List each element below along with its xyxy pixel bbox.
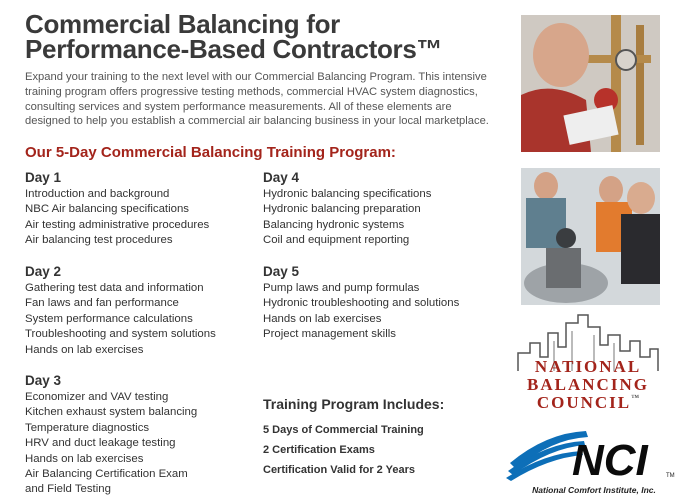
page-title [25, 9, 505, 64]
day-item: Coil and equipment reporting [263, 234, 410, 247]
technician-photo [521, 15, 660, 152]
day-3-block [25, 372, 197, 498]
nbc-line-2: BALANCING [527, 375, 649, 394]
nbc-line-1: NATIONAL [534, 357, 642, 376]
group-training-photo-art [521, 168, 660, 305]
day-item: Hands on lab exercises [25, 343, 144, 356]
day-item: Air testing administrative procedures [25, 218, 210, 231]
nci-letters: NCI [572, 436, 648, 483]
day-2-block [25, 263, 216, 358]
intro-paragraph: Expand your training to the next level with our Commercial Balancing Program. This intensive training program offers progressive testing methods, commercial HVAC system diagnostics, consulting services and system performance measurements. All of these elements are designed to help you establish a commercial air balancing business in your local marketplace. [25, 71, 489, 128]
day-5-block [263, 263, 459, 343]
nci-logo [506, 423, 682, 495]
day-4-block [263, 169, 431, 249]
title-line-1: Commercial Balancing for [25, 9, 340, 39]
day-item: and Field Testing [25, 483, 111, 496]
day-item: Kitchen exhaust system balancing [25, 406, 198, 419]
day-item: HRV and duct leakage testing [25, 437, 176, 450]
program-heading: Our 5-Day Commercial Balancing Training Program: [25, 144, 396, 161]
group-training-photo [521, 168, 660, 305]
nci-caption: National Comfort Institute, Inc. [532, 485, 656, 495]
nbc-logo [508, 313, 668, 413]
title-line-2: Performance-Based Contractors™ [25, 34, 443, 64]
day-heading: Day 1 [25, 170, 62, 185]
day-item: Project management skills [263, 328, 396, 341]
day-item: Gathering test data and information [25, 282, 204, 294]
day-item: Troubleshooting and system solutions [25, 328, 216, 341]
day-item: Air Balancing Certification Exam [25, 468, 188, 481]
nbc-line-3 [508, 393, 668, 413]
nci-trademark: TM [666, 473, 675, 479]
includes-item: 5 Days of Commercial Training [263, 424, 424, 436]
day-item: Economizer and VAV testing [25, 391, 169, 403]
nbc-trademark: ™ [631, 393, 640, 402]
day-1-block [25, 169, 209, 249]
day-heading: Day 4 [263, 170, 300, 185]
includes-item: Certification Valid for 2 Years [263, 464, 416, 476]
includes-heading: Training Program Includes: [263, 396, 445, 412]
technician-photo-art [521, 15, 660, 152]
program-includes [263, 396, 444, 480]
day-item: Hands on lab exercises [25, 452, 144, 465]
day-item: System performance calculations [25, 312, 193, 325]
day-heading: Day 5 [263, 264, 300, 279]
day-item: Balancing hydronic systems [263, 218, 405, 231]
day-item: Pump laws and pump formulas [263, 282, 420, 294]
day-item: NBC Air balancing specifications [25, 203, 189, 216]
day-item: Hydronic balancing specifications [263, 188, 432, 200]
day-item: Air balancing test procedures [25, 234, 173, 247]
day-item: Fan laws and fan performance [25, 297, 179, 310]
day-item: Hydronic balancing preparation [263, 203, 421, 216]
nci-mark-icon [506, 423, 682, 483]
day-item: Hands on lab exercises [263, 312, 382, 325]
day-item: Introduction and background [25, 188, 170, 200]
day-heading: Day 3 [25, 373, 62, 388]
nbc-council-word: COUNCIL [536, 393, 632, 412]
includes-item: 2 Certification Exams [263, 444, 375, 456]
day-item: Hydronic troubleshooting and solutions [263, 297, 460, 310]
day-heading: Day 2 [25, 264, 62, 279]
day-item: Temperature diagnostics [25, 421, 150, 434]
